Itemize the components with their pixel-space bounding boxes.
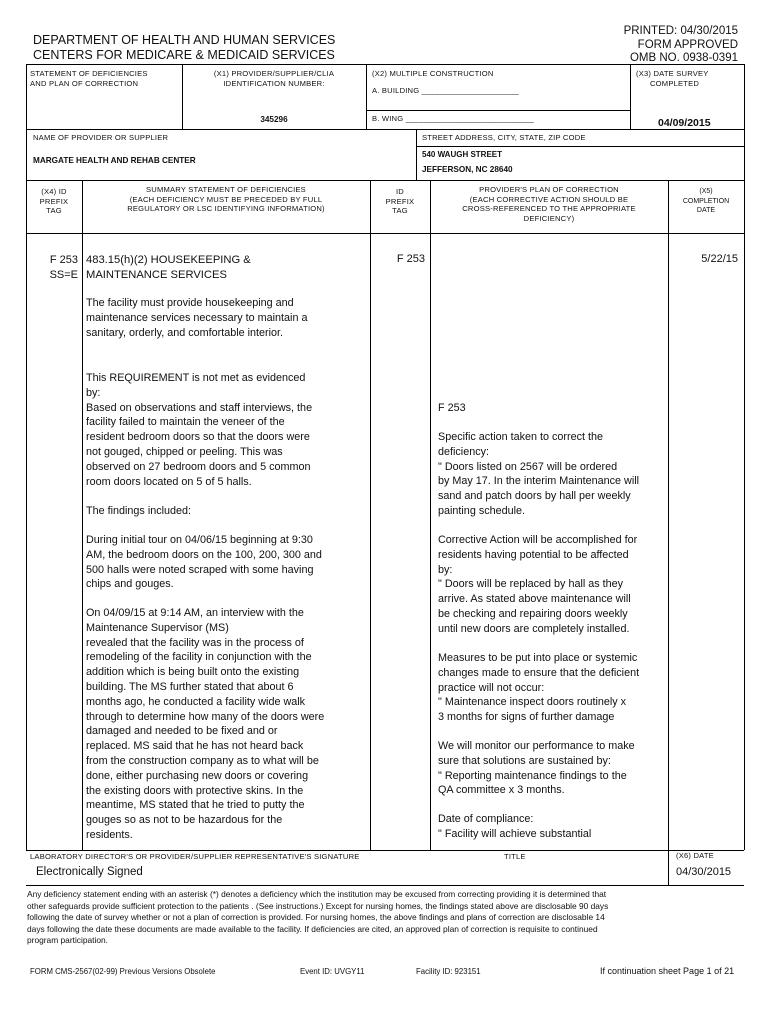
signature-label: LABORATORY DIRECTOR'S OR PROVIDER/SUPPLIER REPRESENTATIVE'S SIGNATURE — [30, 852, 360, 861]
summary-paragraph: The facility must provide housekeeping and maintenance services necessary to maintain a sanitary, orderly, and comfortable interior. — [86, 297, 308, 339]
form-number: FORM CMS-2567(02-99) Previous Versions Obsolete — [30, 967, 216, 976]
disclosure-notice: Any deficiency statement ending with an asterisk (*) denotes a deficiency which the institution may be excused from correcting providing it is determined that other safeguards provide sufficient protection to the patients . (See instructions.) Except for nursing homes, the findings stated above are disclosable 90 days following the date of survey whether or not a plan of correction is provided. For nursing homes, the above findings and plans of correction are disclosable 14 days following the date these documents are made available to the facility. If deficiencies are cited, an approved plan of correction is requisite to continued program participation. — [27, 889, 609, 945]
printed-date: PRINTED: 04/30/2015 — [623, 25, 738, 37]
x3-label-line: COMPLETED — [650, 78, 700, 88]
statement-label — [30, 69, 148, 88]
signature-bottom-border — [26, 885, 744, 886]
x1-label-line: IDENTIFICATION NUMBER: — [223, 78, 325, 88]
id-header — [370, 187, 430, 216]
plan-header-line: PROVIDER'S PLAN OF CORRECTION — [479, 185, 619, 194]
survey-completed-date: 04/09/2015 — [658, 117, 711, 129]
plan-paragraph: F 253 — [438, 402, 466, 414]
regulation-title — [86, 253, 251, 283]
table-row-divider — [26, 180, 744, 181]
x3-label — [636, 69, 742, 88]
summary-paragraph: This REQUIREMENT is not met as evidenced by: Based on observations and staff interviews, the facility failed to maintain the veneer of the resident bedroom doors so that the doors were not gouged, chipped or peeling. This was observed on 27 bedroom doors and 5 common room doors located on 5 of 5 halls. — [86, 372, 313, 488]
plan-header-line: (EACH CORRECTIVE ACTION SHOULD BE — [469, 194, 629, 204]
id-header-line: ID — [396, 187, 404, 196]
signature-divider — [26, 850, 744, 851]
id-header-line: TAG — [392, 206, 408, 215]
deficiency-tag — [26, 253, 78, 283]
form-approval-block — [624, 25, 738, 66]
title-label: TITLE — [504, 852, 526, 861]
address-divider — [416, 146, 744, 147]
summary-paragraph: The findings included: — [86, 505, 192, 517]
col-divider — [366, 64, 367, 130]
x1-label — [182, 69, 366, 88]
address-line-1: 540 WAUGH STREET — [422, 150, 503, 159]
date-label: (X6) DATE — [676, 851, 714, 860]
x5-header-line: DATE — [696, 207, 716, 214]
plan-paragraph: We will monitor our performance to make sure that solutions are sustained by: " Reporting maintenance findings to the QA committee x 3 months. — [438, 740, 635, 797]
deficiency-tag-line: SS=E — [49, 269, 78, 281]
table-top-border — [26, 64, 744, 65]
plan-paragraph: Corrective Action will be accomplished for residents having potential to be affected by: " Doors will be replaced by hall as they arrive. As stated above maintenance will be checking and repairing doors weekly until new doors are completely installed. — [438, 534, 638, 635]
plan-paragraph: Specific action taken to correct the deficiency: " Doors listed on 2567 will be ordered by May 17. In the interim Maintenance will sand and patch doors by hall per weekly painting schedule. — [438, 431, 640, 517]
plan-paragraph: Date of compliance: " Facility will achieve substantial — [438, 813, 592, 840]
plan-header — [430, 185, 668, 223]
signature-date: 04/30/2015 — [676, 866, 732, 878]
provider-id-value: 345296 — [260, 115, 288, 124]
x5-header-line: (X5) — [699, 188, 713, 195]
deficiency-tag-line: F 253 — [49, 254, 78, 266]
summary-header — [82, 185, 370, 214]
statement-label-line: AND PLAN OF CORRECTION — [30, 78, 139, 88]
agency-header — [33, 33, 335, 63]
form-approved: FORM APPROVED — [637, 38, 738, 51]
summary-header-line: SUMMARY STATEMENT OF DEFICIENCIES — [146, 185, 306, 194]
summary-header-line: (EACH DEFICIENCY MUST BE PRECEDED BY FULL — [129, 194, 323, 204]
omb-number: OMB NO. 0938-0391 — [629, 52, 738, 64]
electronic-signature: Electronically Signed — [36, 866, 143, 878]
x1-label-line: (X1) PROVIDER/SUPPLIER/CLIA — [213, 69, 335, 78]
address-line-2: JEFFERSON, NC 28640 — [422, 165, 513, 174]
x4-header-line: PREFIX — [39, 196, 69, 206]
x3-label-line: (X3) DATE SURVEY — [636, 69, 709, 78]
x4-header-line: TAG — [46, 206, 62, 215]
regulation-title-line: 483.15(h)(2) HOUSEKEEPING & — [86, 254, 251, 266]
table-right-border — [744, 64, 745, 850]
x5-header-line: COMPLETION — [682, 197, 730, 205]
summary-paragraph: During initial tour on 04/06/15 beginning at 9:30 AM, the bedroom doors on the 100, 200, 300 and 500 halls were noted scraped with some having chips and gouges. — [86, 534, 322, 591]
plan-header-line: DEFICIENCY) — [523, 213, 575, 223]
x5-header — [668, 187, 744, 216]
col-divider — [430, 180, 431, 850]
plan-tag: F 253 — [396, 253, 425, 265]
completion-date: 5/22/15 — [701, 253, 738, 265]
address-label: STREET ADDRESS, CITY, STATE, ZIP CODE — [422, 133, 586, 142]
x2-label: (X2) MULTIPLE CONSTRUCTION — [372, 69, 494, 78]
page-indicator: If continuation sheet Page 1 of 21 — [600, 966, 735, 976]
provider-name: MARGATE HEALTH AND REHAB CENTER — [33, 156, 196, 165]
id-header-line: PREFIX — [385, 196, 415, 206]
statement-label-line: STATEMENT OF DEFICIENCIES — [30, 69, 148, 78]
dept-line-2: CENTERS FOR MEDICARE & MEDICAID SERVICES — [33, 48, 335, 62]
event-id: Event ID: UVGY11 — [300, 967, 365, 976]
facility-id: Facility ID: 923151 — [416, 967, 481, 976]
col-divider — [82, 180, 83, 850]
regulation-title-line: MAINTENANCE SERVICES — [86, 269, 227, 281]
plan-paragraph: Measures to be put into place or systemic changes made to ensure that the deficient practice will not occur: " Maintenance inspect doors routinely x 3 months for signs of further damage — [438, 652, 640, 724]
col-divider — [370, 180, 371, 850]
x4-header-line: (X4) ID — [41, 187, 67, 196]
x4-header — [26, 187, 82, 216]
plan-header-line: CROSS-REFERENCED TO THE APPROPRIATE — [462, 204, 636, 213]
col-divider — [630, 64, 631, 130]
table-row-divider — [26, 233, 744, 234]
col-divider — [416, 129, 417, 181]
summary-paragraph: On 04/09/15 at 9:14 AM, an interview with the Maintenance Supervisor (MS) revealed that the facility was in the process of remodeling of the facility in conjunction with the addition which is being built onto the existing building. The MS further stated that about 6 months ago, he conducted a facility wide walk through to determine how many of the doors were damaged and needed to be fixed and or replaced. MS said that he has not heard back from the construction company as to what will be done, either purchasing new doors or covering the existing doors with protective skins. In the meantime, MS stated that he tried to putty the gouges so as not to be hazardous for the residents. — [86, 607, 325, 841]
table-left-border — [26, 64, 27, 850]
table-row-divider — [26, 129, 744, 130]
building-label: A. BUILDING ______________________ — [372, 86, 519, 95]
dept-line-1: DEPARTMENT OF HEALTH AND HUMAN SERVICES — [33, 33, 336, 47]
summary-header-line: REGULATORY OR LSC IDENTIFYING INFORMATION) — [127, 204, 325, 213]
wing-label: B. WING _____________________________ — [372, 114, 534, 123]
provider-name-label: NAME OF PROVIDER OR SUPPLIER — [33, 133, 169, 142]
col-divider — [668, 180, 669, 850]
building-wing-divider — [366, 110, 630, 111]
signature-col-divider — [668, 850, 669, 886]
